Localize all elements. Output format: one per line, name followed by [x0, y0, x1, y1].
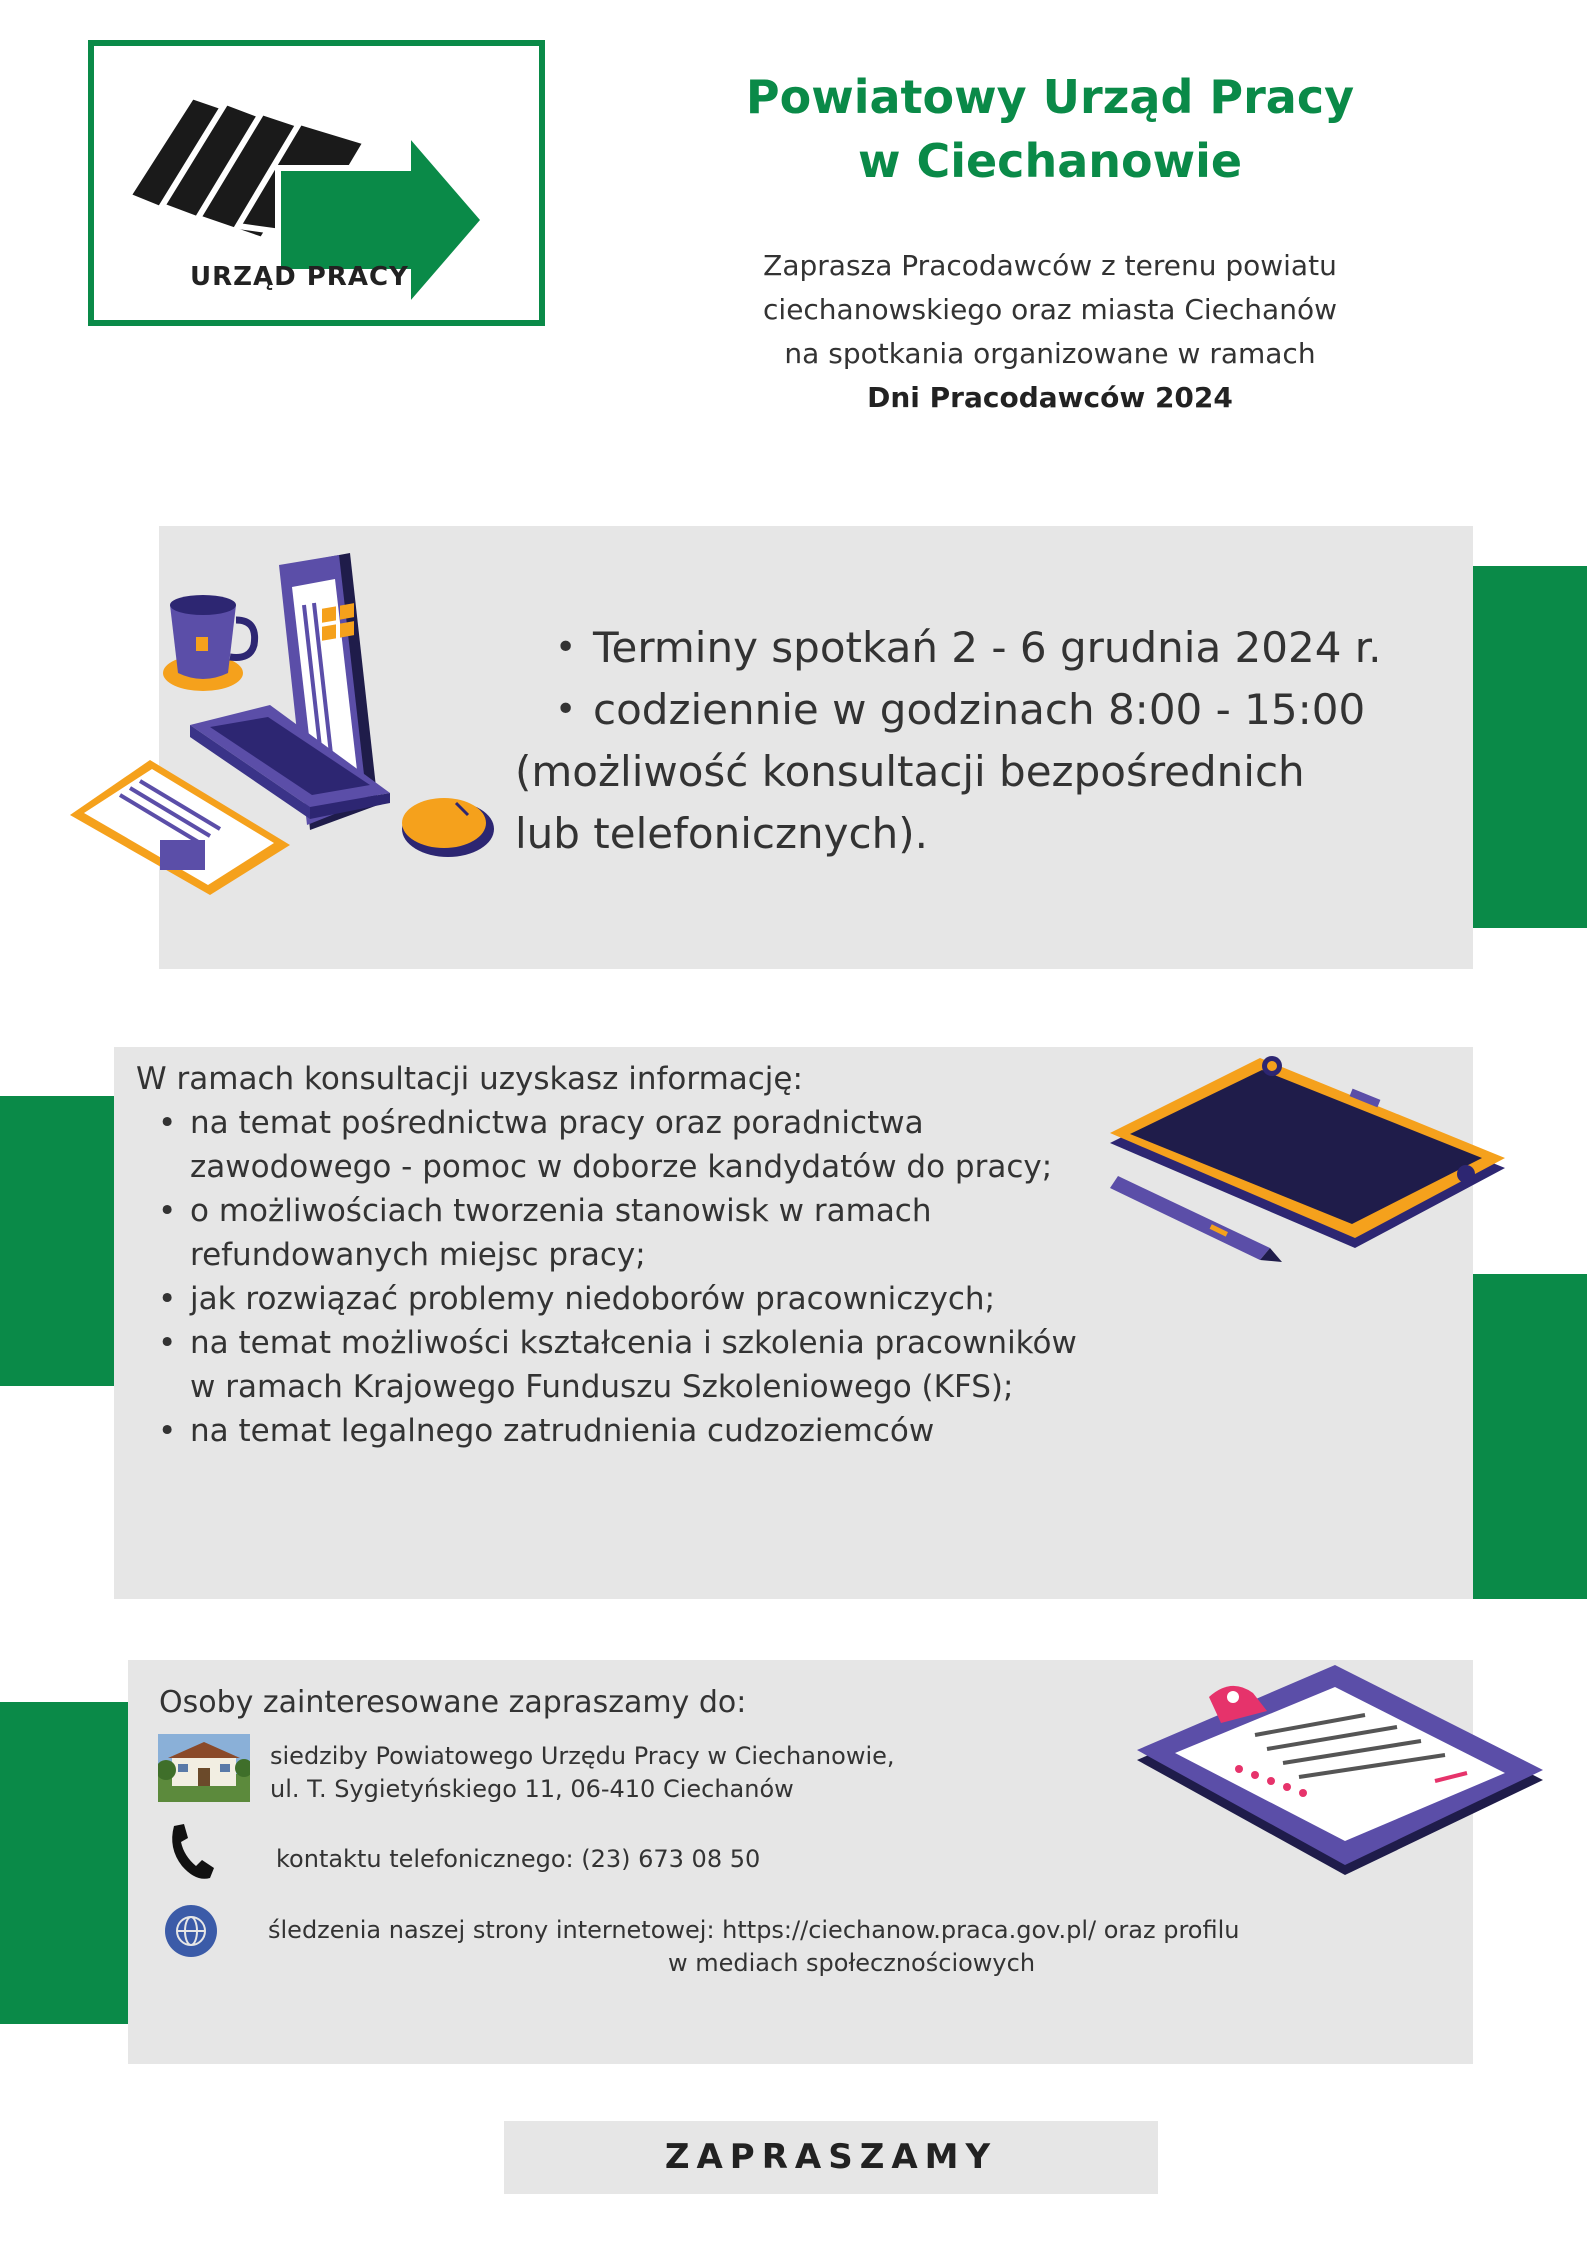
office-address — [270, 1740, 895, 1806]
laptop-illustration — [60, 545, 520, 905]
terms-note-line-2: lub telefonicznych). — [515, 809, 928, 858]
intro-line-2: ciechanowskiego oraz miasta Ciechanów — [763, 293, 1337, 326]
clipboard-illustration — [1135, 1665, 1545, 1895]
title-line-1: Powiatowy Urząd Pracy — [745, 70, 1355, 124]
mouse-icon — [402, 798, 494, 857]
terms-note-line-1: (możliwość konsultacji bezpośrednich — [515, 747, 1305, 796]
info-item-kfs-training: • na temat możliwości kształcenia i szkolenia pracowników w ramach Krajowego Funduszu Szkoleniowego (KFS); — [158, 1321, 1078, 1409]
drawing-tablet-illustration — [1100, 1048, 1520, 1298]
info-item-shortages: • jak rozwiązać problemy niedoborów pracowniczych; — [158, 1277, 1078, 1321]
office-line-1: siedziby Powiatowego Urzędu Pracy w Ciechanowie, — [270, 1742, 895, 1770]
intro-line-1: Zaprasza Pracodawców z terenu powiatu — [763, 249, 1337, 282]
clipboard-icon — [1137, 1665, 1543, 1875]
green-accent-left-2 — [0, 1702, 128, 2024]
terms-item-dates: • Terminy spotkań 2 - 6 grudnia 2024 r. — [555, 617, 1475, 679]
terms-list — [515, 617, 1475, 865]
website-line-1: śledzenia naszej strony internetowej: https://ciechanow.praca.gov.pl/ oraz profilu — [268, 1916, 1240, 1944]
title-line-2: w Ciechanowie — [857, 134, 1243, 188]
info-item-refunded-jobs: • o możliwościach tworzenia stanowisk w ramach refundowanych miejsc pracy; — [158, 1189, 1078, 1277]
laptop-icon — [190, 553, 390, 830]
website-info — [268, 1914, 1348, 1980]
info-item-foreigners: • na temat legalnego zatrudnienia cudzoziemców — [158, 1409, 1078, 1453]
phone-contact: kontaktu telefonicznego: (23) 673 08 50 — [276, 1845, 761, 1873]
cup-icon — [163, 595, 255, 691]
intro-text — [640, 244, 1460, 420]
globe-icon — [164, 1904, 218, 1958]
info-item-mediation: • na temat pośrednictwa pracy oraz poradnictwa zawodowego - pomoc w doborze kandydatów do pracy; — [158, 1101, 1078, 1189]
website-line-2: w mediach społecznościowych — [668, 1949, 1036, 1977]
green-accent-right-2 — [1473, 1274, 1587, 1599]
logo-text: URZĄD PRACY — [190, 262, 409, 292]
phone-icon — [166, 1822, 216, 1882]
green-accent-right-1 — [1473, 566, 1587, 928]
contact-title: Osoby zainteresowane zapraszamy do: — [159, 1685, 747, 1720]
page-title — [640, 65, 1460, 193]
intro-line-3: na spotkania organizowane w ramach — [784, 337, 1316, 370]
office-building-image — [158, 1734, 250, 1802]
drawing-tablet-icon — [1110, 1056, 1505, 1248]
footer-banner: ZAPRASZAMY — [504, 2121, 1158, 2194]
office-line-2: ul. T. Sygietyńskiego 11, 06-410 Ciechanów — [270, 1775, 794, 1803]
info-title: W ramach konsultacji uzyskasz informację: — [136, 1061, 803, 1097]
terms-item-hours: • codziennie w godzinach 8:00 - 15:00 — [555, 679, 1475, 741]
info-list — [158, 1101, 1078, 1453]
green-accent-left-1 — [0, 1096, 114, 1386]
intro-event-name: Dni Pracodawców 2024 — [867, 381, 1233, 414]
